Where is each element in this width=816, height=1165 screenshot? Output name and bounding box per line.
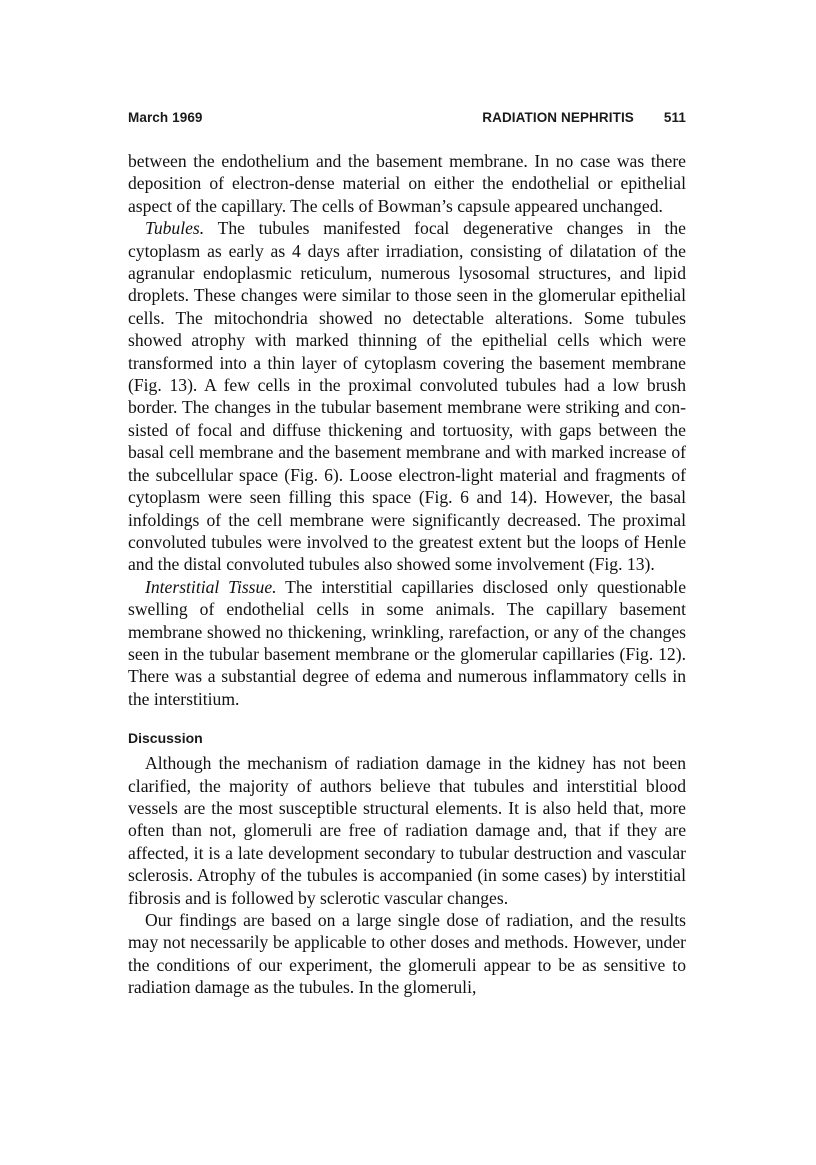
paragraph-discussion-mechanism: Although the mechanism of radiation damage in the kidney has not been clarified, the majority of authors believe that tubules and interstitial blood vessels are the most susceptible structural elements. It is also held that, more often than not, glomeruli are free of radiation damage and, that if they are affected, it is a late development secondary to tubular destruction and vascular sclerosis. Atrophy of the tubules is accompanied (in some cases) by interstitial fibrosis and is followed by sclerotic vascular changes. xyxy=(128,753,686,908)
section-heading-discussion: Discussion xyxy=(128,730,203,747)
paragraph-tubules-text: The tubules manifested focal degenerative changes in the cytoplasm as early as 4 days after irradiation, consisting of dilatation of the agranular endoplasmic reticulum, numerous lysosomal structures, and lipid droplets. These changes were similar to those seen in the glomerular epithelial cells. The mitochondria showed no detectable alterations. Some tubules showed atrophy with marked thinning of the epithelial cells which were transformed into a thin layer of cytoplasm covering the basement membrane (Fig. 13). A few cells in the proximal convoluted tubules had a low brush border. The changes in the tubular basement membrane were striking and consisted of focal and diffuse thickening and tortuosity, with gaps between the basal cell membrane and the basement membrane and with marked increase of the subcellular space (Fig. 6). Loose electron-light material and fragments of cytoplasm were seen filling this space (Fig. 6 and 14). However, the basal infoldings of the cell membrane were significantly decreased. The proximal convoluted tubules were involved to the greatest extent but the loops of Henle and the distal convoluted tubules also showed some involvement (Fig. 13). xyxy=(128,218,686,575)
paragraph-glomerular-continuation: between the endothelium and the basement membrane. In no case was there deposition of electron-dense material on either the endothelial or epithelial aspect of the capillary. The cells of Bowman’s capsule appeared unchanged. xyxy=(128,151,686,216)
running-title-group xyxy=(482,110,686,125)
page-number: 511 xyxy=(663,110,686,125)
paragraph-discussion-findings: Our findings are based on a large single dose of radiation, and the results may not necessarily be applicable to other doses and methods. However, under the conditions of our experiment, the glomeruli appear to be as sensitive to radiation damage as the tubules. In the glomeruli, xyxy=(128,910,686,998)
paragraph-tubules xyxy=(128,217,686,576)
paragraph-interstitial-tissue xyxy=(128,576,686,710)
article-body xyxy=(128,150,686,999)
issue-date: March 1969 xyxy=(128,110,203,125)
paragraph-interstitial-text: The interstitial capillaries disclosed only questionable swelling of endothelial cells in some animals. The capillary basement membrane showed no thickening, wrinkling, rarefaction, or any of the changes seen in the tubular basement membrane or the glomerular capillaries (Fig. 12). There was a substantial degree of edema and numerous inflammatory cells in the interstitium. xyxy=(128,576,686,709)
subsection-lead-interstitial: Interstitial Tissue. xyxy=(145,576,277,597)
running-title: RADIATION NEPHRITIS xyxy=(482,110,634,125)
subsection-lead-tubules: Tubules. xyxy=(145,218,205,239)
